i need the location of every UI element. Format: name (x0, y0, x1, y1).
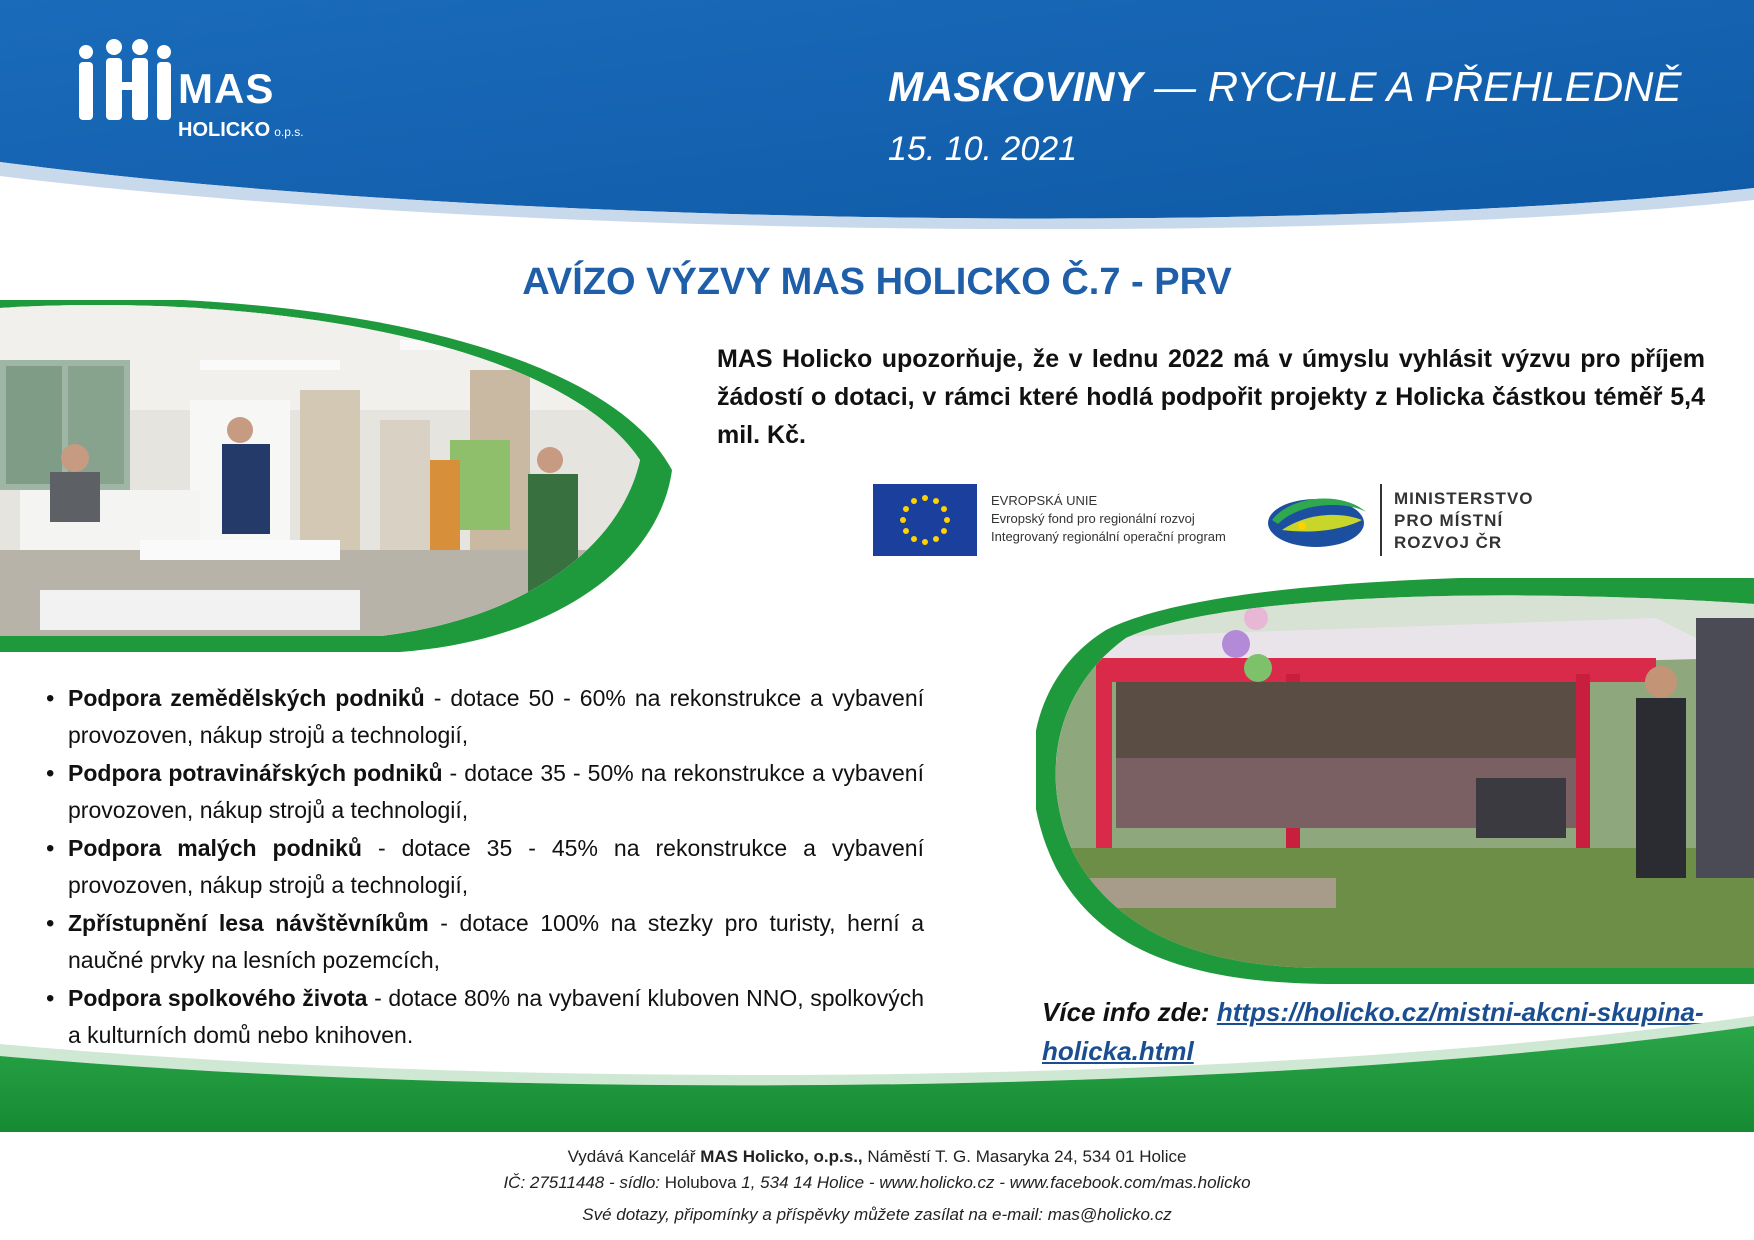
event-photo (1036, 578, 1754, 984)
more-info-link[interactable]: https://holicko.cz/mistni-akcni-skupina-holicka.html (1042, 997, 1704, 1066)
list-item-text: - dotace 100% na stezky pro turisty, herní a naučné prvky na lesních pozemcích, (68, 910, 924, 973)
logo-text-mas: MAS (178, 65, 275, 112)
footer-ids-rest: 1, 534 14 Holice - www.holicko.cz - www.facebook.com/mas.holicko (741, 1173, 1251, 1192)
footer-publisher-name: MAS Holicko, o.p.s., (700, 1147, 863, 1166)
footer-ids-a: IČ: 27511448 - sídlo: (503, 1173, 660, 1192)
list-item-text: - dotace 35 - 45% na rekonstrukce a vybavení provozoven, nákup strojů a technologií, (68, 835, 924, 898)
eu-text-line2: Evropský fond pro regionální rozvoj (991, 511, 1195, 526)
list-item (46, 830, 924, 904)
footer-wave (0, 1012, 1754, 1132)
ministry-divider (1380, 484, 1382, 556)
list-item-title: Zpřístupnění lesa návštěvníkům (68, 910, 429, 936)
newsletter-date: 15. 10. 2021 (888, 130, 1078, 168)
workshop-photo (0, 300, 672, 672)
footer-publisher (0, 1148, 1754, 1165)
header-band (0, 0, 1754, 230)
ministry-logo (1262, 484, 1562, 556)
mas-holicko-logo (76, 38, 376, 141)
eu-text-line1: EVROPSKÁ UNIE (991, 493, 1098, 508)
ministry-text-line3: ROZVOJ ČR (1394, 533, 1503, 552)
support-list (46, 680, 924, 1055)
footer-publisher-a: Vydává Kancelář (567, 1147, 701, 1166)
eu-text (991, 492, 1226, 546)
list-item-title: Podpora malých podniků (68, 835, 362, 861)
list-item (46, 680, 924, 754)
event-photo-image (1036, 578, 1754, 984)
ministry-emblem-icon (1262, 490, 1370, 552)
people-logo-icon (76, 38, 172, 124)
footer-contact: Své dotazy, připomínky a příspěvky můžete zasílat na e-mail: mas@holicko.cz (582, 1205, 1172, 1224)
logo-text-holicko (178, 120, 304, 140)
eu-stars-icon (873, 484, 977, 556)
list-item-title: Podpora potravinářských podniků (68, 760, 443, 786)
footer-ids (0, 1174, 1754, 1191)
more-info-label: Více info zde: (1042, 997, 1217, 1027)
list-item-title: Podpora zemědělských podniků (68, 685, 425, 711)
page-title: AVÍZO VÝZVY MAS HOLICKO Č.7 - PRV (522, 261, 1232, 303)
footer-ids-street: Holubova (660, 1173, 742, 1192)
newsletter-title (888, 63, 1682, 110)
ministry-text (1394, 488, 1534, 554)
intro-paragraph: MAS Holicko upozorňuje, že v lednu 2022 má v úmyslu vyhlásit výzvu pro příjem žádostí o dotaci, v rámci které hodlá podpořit projekty z Holicka částkou téměř 5,4 mil. Kč. (717, 345, 1705, 449)
eu-text-line3: Integrovaný regionální operační program (991, 529, 1226, 544)
workshop-photo-image (0, 300, 672, 672)
ministry-text-line1: MINISTERSTVO (1394, 489, 1534, 508)
list-item-text: - dotace 80% na vybavení kluboven NNO, spolkových a kulturních domů nebo knihoven. (68, 985, 924, 1048)
logo-ops: o.p.s. (274, 125, 304, 139)
footer-publisher-address: Náměstí T. G. Masaryka 24, 534 01 Holice (862, 1147, 1187, 1166)
newsletter-title-rest: — RYCHLE A PŘEHLEDNĚ (1142, 63, 1682, 110)
logo-holicko: HOLICKO (178, 119, 271, 141)
list-item (46, 755, 924, 829)
list-item (46, 905, 924, 979)
ministry-text-line2: PRO MÍSTNÍ (1394, 511, 1504, 530)
list-item-title: Podpora spolkového života (68, 985, 368, 1011)
list-item-text: - dotace 35 - 50% na rekonstrukce a vybavení provozoven, nákup strojů a technologií, (68, 760, 924, 823)
eu-flag-icon (873, 484, 977, 556)
list-item-text: - dotace 50 - 60% na rekonstrukce a vybavení provozoven, nákup strojů a technologií, (68, 685, 924, 748)
eu-logo (873, 484, 1233, 556)
newsletter-title-strong: MASKOVINY (888, 63, 1143, 110)
